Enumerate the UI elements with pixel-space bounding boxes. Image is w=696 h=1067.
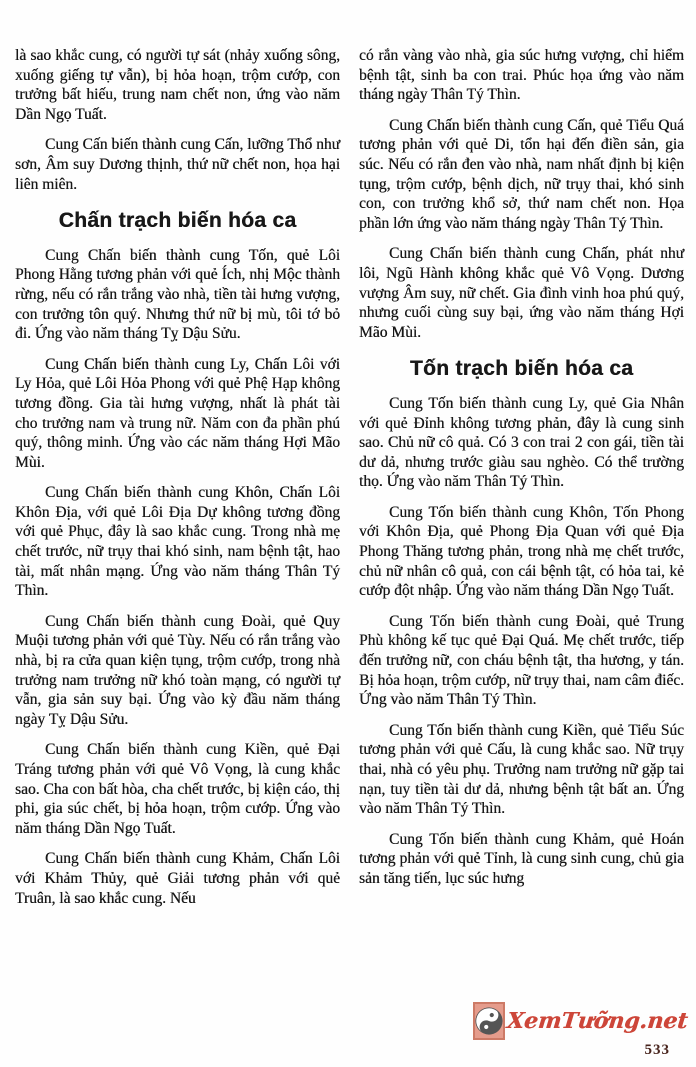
paragraph: Cung Chấn biến thành cung Đoài, quẻ Quy Muội tương phản với quẻ Tùy. Nếu có rắn trắng vào nhà, bị ra cửa quan kiện tụng, trộm cướp, trong nhà trưởng nam trưởng nữ khó toàn mạng, có người tự vẫn, gia sản suy bại. Ứng vào kỳ đầu năm tháng ngày Tỵ Dậu Sửu. (15, 612, 340, 728)
paragraph: Cung Cấn biến thành cung Cấn, lưỡng Thổ như sơn, Âm suy Dương thịnh, thứ nữ chết non, họa hại liên miên. (15, 136, 340, 193)
watermark-site-name: XemTưỡng.net (506, 1008, 690, 1034)
left-column (15, 46, 340, 919)
paragraph: là sao khắc cung, có người tự sát (nhảy xuống sông, xuống giếng tự vẫn), bị hỏa hoạn, trộm cướp, con trưởng bất hiếu, trung nam chết non, ứng vào năm Dần Ngọ Tuất. (15, 47, 340, 123)
yin-yang-icon (473, 1002, 505, 1040)
paragraph: Cung Chấn biến thành cung Kiền, quẻ Đại Tráng tương phản với quẻ Vô Vọng, là cung khắc sao. Cha con bất hòa, cha chết trước, bị kiện cáo, thị phi, gia súc chết, bị hỏa hoạn, trộm cướp. Ứng vào năm tháng Dần Ngọ Tuất. (15, 741, 340, 837)
paragraph: có rắn vàng vào nhà, gia súc hưng vượng, chỉ hiểm bệnh tật, sinh ba con trai. Phúc họa ứng vào năm tháng ngày Thân Tý Thìn. (359, 47, 684, 104)
paragraph: Cung Tốn biến thành cung Kiền, quẻ Tiểu Súc tương phản với quẻ Cấu, là cung khắc sao. Nữ trụy thai, nhà có yêu phụ. Trưởng nam trưởng nữ gặp tai nạn, tuy tiền tài dư dả, nhưng bệnh tật bất an. Ứng vào năm Thân Tý Thìn. (359, 721, 684, 818)
page-number: 533 (644, 1042, 670, 1058)
section-heading-ton-trach: Tốn trạch biến hóa ca (409, 357, 634, 381)
paragraph: Cung Chấn biến thành cung Tốn, quẻ Lôi Phong Hằng tương phản với quẻ Ích, nhị Mộc thành rừng, nếu có rắn trắng vào nhà, tiền tài hưng vượng, con trưởng tôn quý. Nhưng thứ nữ bị mù, tôi tớ bỏ đi. Ứng vào năm tháng Tỵ Dậu Sửu. (15, 246, 340, 343)
paragraph: Cung Chấn biến thành cung Chấn, phát như lôi, Ngũ Hành không khắc quẻ Vô Vọng. Dương vượng Âm suy, nữ chết. Gia đình vinh hoa phú quý, nhưng cuối cùng suy bại, ứng vào năm tháng Hợi Mão Mùi. (359, 245, 684, 341)
paragraph: Cung Chấn biến thành cung Khảm, Chấn Lôi với Khảm Thủy, quẻ Giải tương phản với quẻ Truân, là sao khắc cung. Nếu (15, 850, 340, 907)
paragraph: Cung Tốn biến thành cung Ly, quẻ Gia Nhân với quẻ Đỉnh không tương phản, đây là cung sinh sao. Chủ nữ cô quả. Có 3 con trai 2 con gái, tiền tài dư dả, nhưng trước giàu sau nghèo. Có thể trường thọ. Ứng vào năm Thân Tý Thìn. (359, 394, 684, 491)
paragraph: Cung Tốn biến thành cung Khảm, quẻ Hoán tương phản với quẻ Tỉnh, là cung sinh cung, chủ gia sản tăng tiến, lục súc hưng (359, 830, 684, 887)
paragraph: Cung Chấn biến thành cung Khôn, Chấn Lôi Khôn Địa, với quẻ Lôi Địa Dự không tương đồng với quẻ Phục, đây là sao khắc cung. Trong nhà mẹ chết trước, nữ trụy thai khó sinh, nam bệnh tật, hao tài, mất nhân mạng. Ứng vào năm tháng Thân Tý Thìn. (15, 484, 340, 600)
paragraph: Cung Tốn biến thành cung Khôn, Tốn Phong với Khôn Địa, quẻ Phong Địa Quan với quẻ Địa Phong Thăng tương phản, trong nhà mẹ chết trước, chủ nữ nhân cô quả, con cái bệnh tật, có hỏa tai, kẻ cướp đột nhập. Ứng vào năm tháng Dần Ngọ Tuất. (359, 503, 684, 600)
site-watermark (498, 1002, 688, 1059)
paragraph: Cung Chấn biến thành cung Ly, Chấn Lôi với Ly Hỏa, quẻ Lôi Hỏa Phong với quẻ Phệ Hạp không tương đồng. Gia tài hưng vượng, nhất là phát tài cho trưởng nam và trung nữ. Năm con đa phần phú quý, thông minh. Ứng vào các năm tháng Hợi Mão Mùi. (15, 355, 340, 471)
paragraph: Cung Chấn biến thành cung Cấn, quẻ Tiểu Quá tương phản với quẻ Di, tổn hại đến điền sản, gia súc. Nếu có rắn đen vào nhà, nam nhất định bị kiện tụng, trộm cướp, bệnh dịch, nữ trụy thai, khó sinh con, con trưởng khổ sở, thứ nam chết non. Họa phần lớn ứng vào năm tháng ngày Thân Tý Thìn. (359, 116, 684, 232)
paragraph: Cung Tốn biến thành cung Đoài, quẻ Trung Phù không kế tục quẻ Đại Quá. Mẹ chết trước, tiếp đến trưởng nữ, con cháu bệnh tật, tha hương, y tán. Bị hỏa hoạn, trộm cướp, nữ trụy thai, nam câm điếc. Ứng vào năm Thân Tý Thìn. (359, 612, 684, 709)
right-column (359, 46, 684, 919)
section-heading-chan-trach: Chấn trạch biến hóa ca (58, 209, 297, 233)
